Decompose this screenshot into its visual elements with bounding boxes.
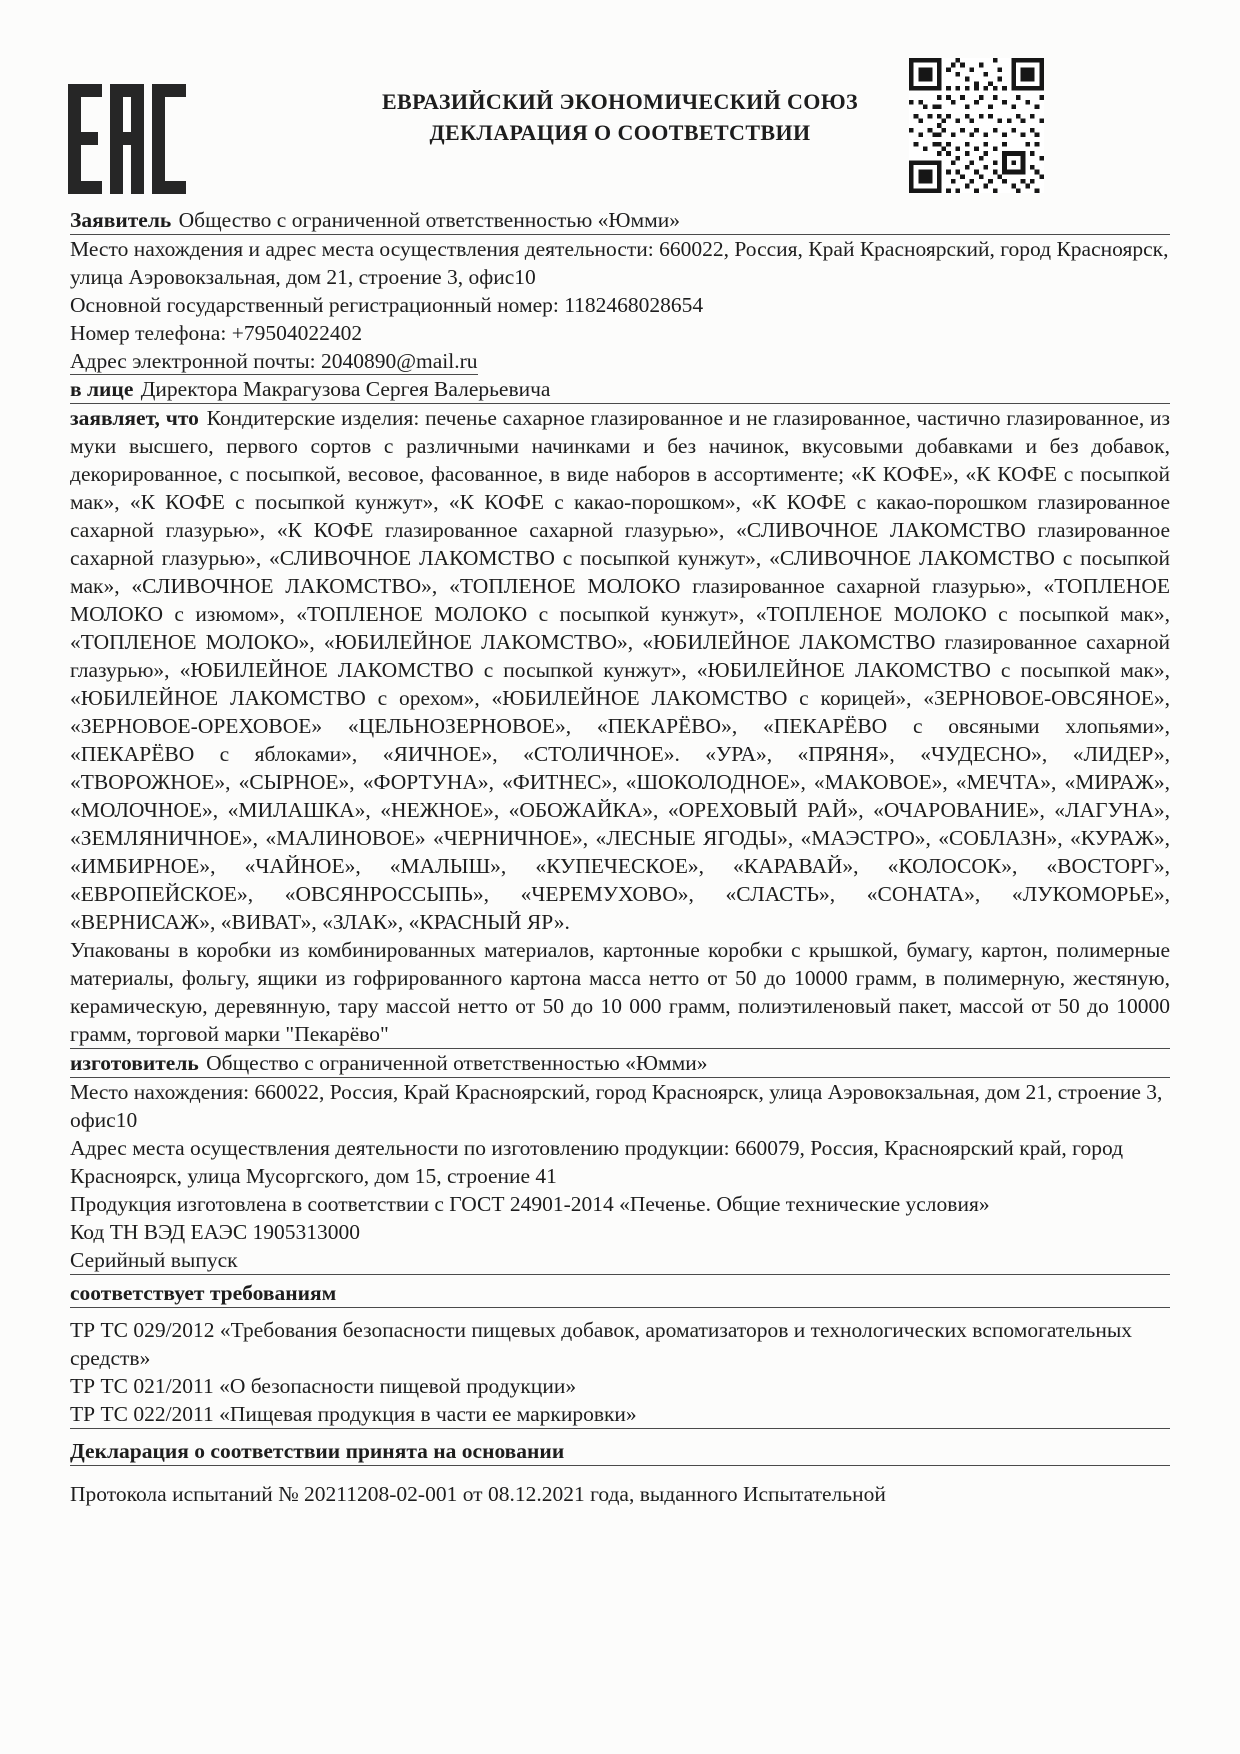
document-title: ДЕКЛАРАЦИЯ О СООТВЕТСТВИИ (429, 120, 811, 145)
applicant-address: Место нахождения и адрес места осуществления деятельности: 660022, Россия, Край Красноярский, город Красноярск, улица Аэровокзальная, дом 21, строение 3, офис10 (70, 237, 1169, 289)
document-header (70, 58, 1170, 206)
regulation-item: ТР ТС 022/2011 «Пищевая продукция в части ее маркировки» (70, 1400, 1170, 1429)
regulation-item: ТР ТС 029/2012 «Требования безопасности пищевых добавок, ароматизаторов и технологических вспомогательных средств» (70, 1318, 1133, 1370)
manufacturer-label: изготовитель (70, 1051, 199, 1075)
applicant-label: Заявитель (70, 208, 172, 232)
basis-protocol: Протокола испытаний № 20211208-02-001 от 08.12.2021 года, выданного Испытательной (70, 1482, 886, 1506)
release-type: Серийный выпуск (70, 1246, 1170, 1275)
applicant-line (70, 206, 1170, 235)
gost-line: Продукция изготовлена в соответствии с ГОСТ 24901-2014 «Печенье. Общие технические условия» (70, 1192, 990, 1216)
representative-name: Директора Макрагузова Сергея Валерьевича (140, 377, 551, 401)
union-name: ЕВРАЗИЙСКИЙ ЭКОНОМИЧЕСКИЙ СОЮЗ (381, 89, 859, 114)
applicant-name: Общество с ограниченной ответственностью «Юмми» (178, 208, 680, 232)
qr-code-icon (909, 58, 1044, 198)
regulation-item: ТР ТС 021/2011 «О безопасности пищевой продукции» (70, 1374, 577, 1398)
products-text: Кондитерские изделия: печенье сахарное глазированное и не глазированное, частично глазированное, из муки высшего, первого сортов с различными начинками и без начинок, вкусовыми добавками и без добавок, декорированное, с посыпкой, весовое, фасованное, в виде наборов в ассортименте; «К КОФЕ», «К КОФЕ с посыпкой мак», «К КОФЕ с посыпкой кунжут», «К КОФЕ с какао-порошком», «К КОФЕ с какао-порошком глазированное сахарной глазурью», «К КОФЕ глазированное сахарной глазурью», «СЛИВОЧНОЕ ЛАКОМСТВО глазированное сахарной глазурью», «СЛИВОЧНОЕ ЛАКОМСТВО с посыпкой кунжут», «СЛИВОЧНОЕ ЛАКОМСТВО с посыпкой мак», «СЛИВОЧНОЕ ЛАКОМСТВО», «ТОПЛЕНОЕ МОЛОКО глазированное сахарной глазурью», «ТОПЛЕНОЕ МОЛОКО с изюмом», «ТОПЛЕНОЕ МОЛОКО с посыпкой кунжут», «ТОПЛЕНОЕ МОЛОКО с посыпкой мак», «ТОПЛЕНОЕ МОЛОКО», «ЮБИЛЕЙНОЕ ЛАКОМСТВО», «ЮБИЛЕЙНОЕ ЛАКОМСТВО глазированное сахарной глазурью», «ЮБИЛЕЙНОЕ ЛАКОМСТВО с посыпкой кунжут», «ЮБИЛЕЙНОЕ ЛАКОМСТВО с посыпкой мак», «ЮБИЛЕЙНОЕ ЛАКОМСТВО с орехом», «ЮБИЛЕЙНОЕ ЛАКОМСТВО с корицей», «ЗЕРНОВОЕ-ОВСЯНОЕ», «ЗЕРНОВОЕ-ОРЕХОВОЕ» «ЦЕЛЬНОЗЕРНОВОЕ», «ПЕКАРЁВО», «ПЕКАРЁВО с овсяными хлопьями», «ПЕКАРЁВО с яблоками», «ЯИЧНОЕ», «СТОЛИЧНОЕ». «УРА», «ПРЯНЯ», «ЧУДЕСНО», «ЛИДЕР», «ТВОРОЖНОЕ», «СЫРНОЕ», «ФОРТУНА», «ФИТНЕС», «ШОКОЛОДНОЕ», «МАКОВОЕ», «МЕЧТА», «МИРАЖ», «МОЛОЧНОЕ», «МИЛАШКА», «НЕЖНОЕ», «ОБОЖАЙКА», «ОРЕХОВЫЙ РАЙ», «ОЧАРОВАНИЕ», «ЛАГУНА», «ЗЕМЛЯНИЧНОЕ», «МАЛИНОВОЕ» «ЧЕРНИЧНОЕ», «ЛЕСНЫЕ ЯГОДЫ», «МАЭСТРО», «СОБЛАЗН», «КУРАЖ», «ИМБИРНОЕ», «ЧАЙНОЕ», «МАЛЫШ», «КУПЕЧЕСКОЕ», «КАРАВАЙ», «КОЛОСОК», «ВОСТОРГ», «ЕВРОПЕЙСКОЕ», «ОВСЯНРОССЫПЬ», «ЧЕРЕМУХОВО», «СЛАСТЬ», «СОНАТА», «ЛУКОМОРЬЕ», «ВЕРНИСАЖ», «ВИВАТ», «ЗЛАК», «КРАСНЫЙ ЯР». (70, 406, 1170, 934)
representative-label: в лице (70, 377, 134, 401)
manufacturer-address: Место нахождения: 660022, Россия, Край Красноярский, город Красноярск, улица Аэровокзальная, дом 21, строение 3, офис10 (70, 1080, 1163, 1132)
manufacturer-name: Общество с ограниченной ответственностью «Юмми» (206, 1051, 708, 1075)
declares-label: заявляет, что (70, 406, 199, 430)
applicant-phone: Номер телефона: +79504022402 (70, 321, 363, 345)
eac-logo (68, 84, 186, 199)
manufacturer-line (70, 1049, 1170, 1078)
manufacturer-production-address: Адрес места осуществления деятельности по изготовлению продукции: 660079, Россия, Красноярский край, город Красноярск, улица Мусоргского, дом 15, строение 41 (70, 1136, 1124, 1188)
tnved-line: Код ТН ВЭД ЕАЭС 1905313000 (70, 1220, 361, 1244)
applicant-ogrn: Основной государственный регистрационный номер: 1182468028654 (70, 293, 704, 317)
declaration-products (70, 404, 1170, 936)
applicant-email (70, 347, 1170, 375)
applicant-representative (70, 375, 1170, 404)
basis-heading: Декларация о соответствии принята на основании (70, 1437, 1170, 1466)
applicant-email-value: Адрес электронной почты: 2040890@mail.ru (70, 349, 478, 373)
declaration-packaging: Упакованы в коробки из комбинированных материалов, картонные коробки с крышкой, бумагу, картон, полимерные материалы, фольгу, ящики из гофрированного картона масса нетто от 50 до 10000 грамм, в полимерную, жестяную, керамическую, деревянную, тару массой нетто от 50 до 10 000 грамм, полиэтиленовый пакет, массой от 50 до 10000 грамм, торговой марки "Пекарёво" (70, 936, 1170, 1049)
compliance-heading: соответствует требованиям (70, 1279, 1170, 1308)
